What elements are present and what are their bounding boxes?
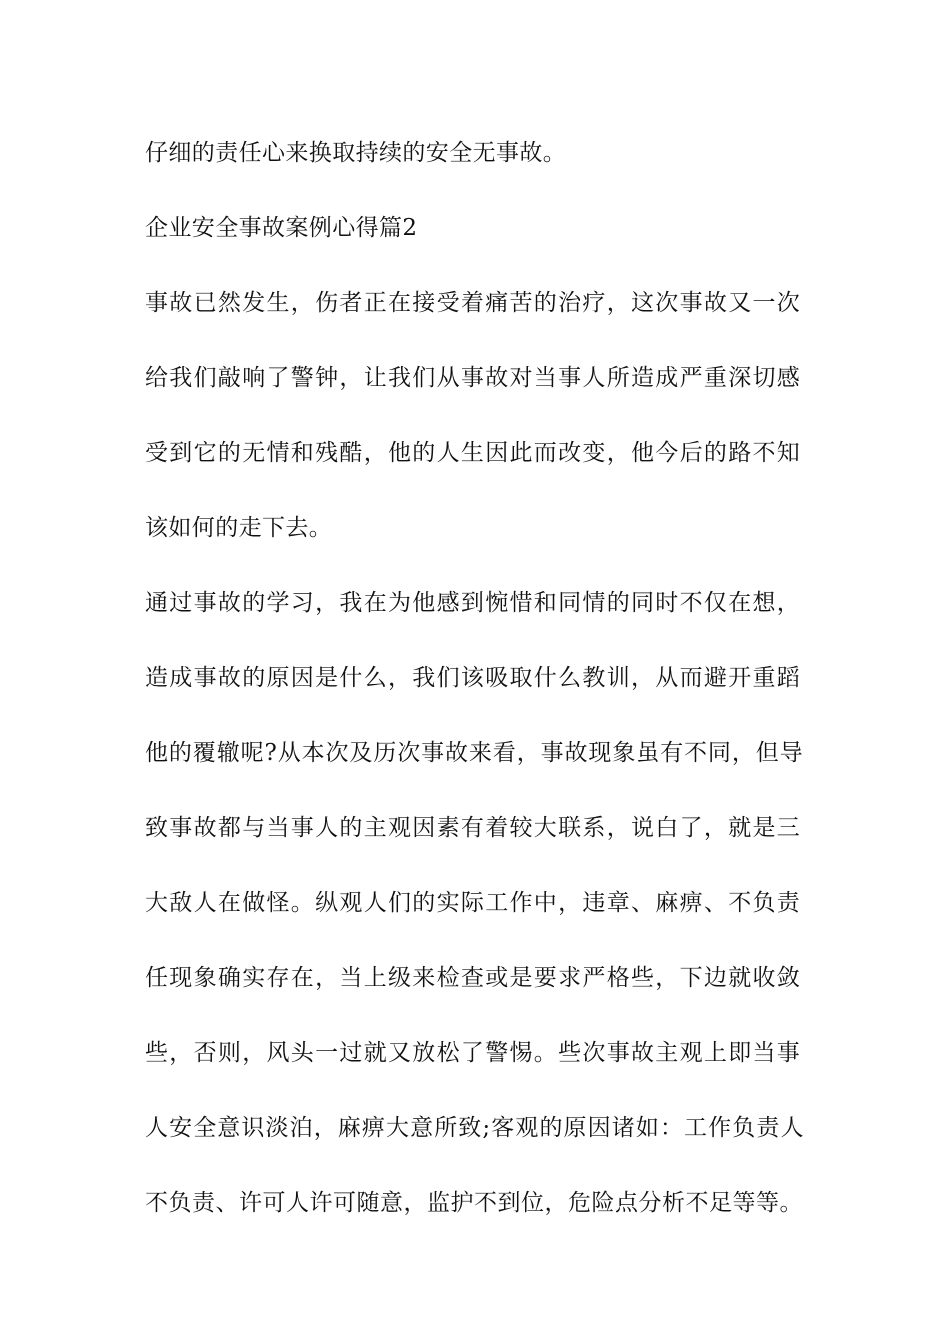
text-line: 任现象确实存在，当上级来检查或是要求严格些，下边就收敛 — [145, 965, 802, 991]
text-line: 不负责、许可人许可随意，监护不到位，危险点分析不足等等。 — [145, 1190, 803, 1216]
text-line: 事故已然发生，伤者正在接受着痛苦的治疗，这次事故又一次 — [145, 290, 802, 316]
text-line: 通过事故的学习，我在为他感到惋惜和同情的同时不仅在想， — [145, 590, 802, 616]
text-line: 受到它的无情和残酷，他的人生因此而改变，他今后的路不知 — [145, 440, 802, 466]
text-line: 造成事故的原因是什么，我们该吸取什么教训，从而避开重蹈 — [145, 665, 802, 691]
text-line: 些，否则，风头一过就又放松了警惕。些次事故主观上即当事 — [145, 1040, 802, 1066]
text-line: 该如何的走下去。 — [145, 515, 333, 541]
text-line: 致事故都与当事人的主观因素有着较大联系，说白了，就是三 — [145, 815, 802, 841]
text-line: 仔细的责任心来换取持续的安全无事故。 — [145, 140, 567, 166]
text-line: 人安全意识淡泊，麻痹大意所致;客观的原因诸如：工作负责人 — [145, 1115, 805, 1141]
text-line: 他的覆辙呢?从本次及历次事故来看，事故现象虽有不同，但导 — [145, 740, 804, 766]
text-line: 给我们敲响了警钟，让我们从事故对当事人所造成严重深切感 — [145, 365, 802, 391]
section-heading: 企业安全事故案例心得篇2 — [145, 215, 418, 241]
text-line: 大敌人在做怪。纵观人们的实际工作中，违章、麻痹、不负责 — [145, 890, 802, 916]
